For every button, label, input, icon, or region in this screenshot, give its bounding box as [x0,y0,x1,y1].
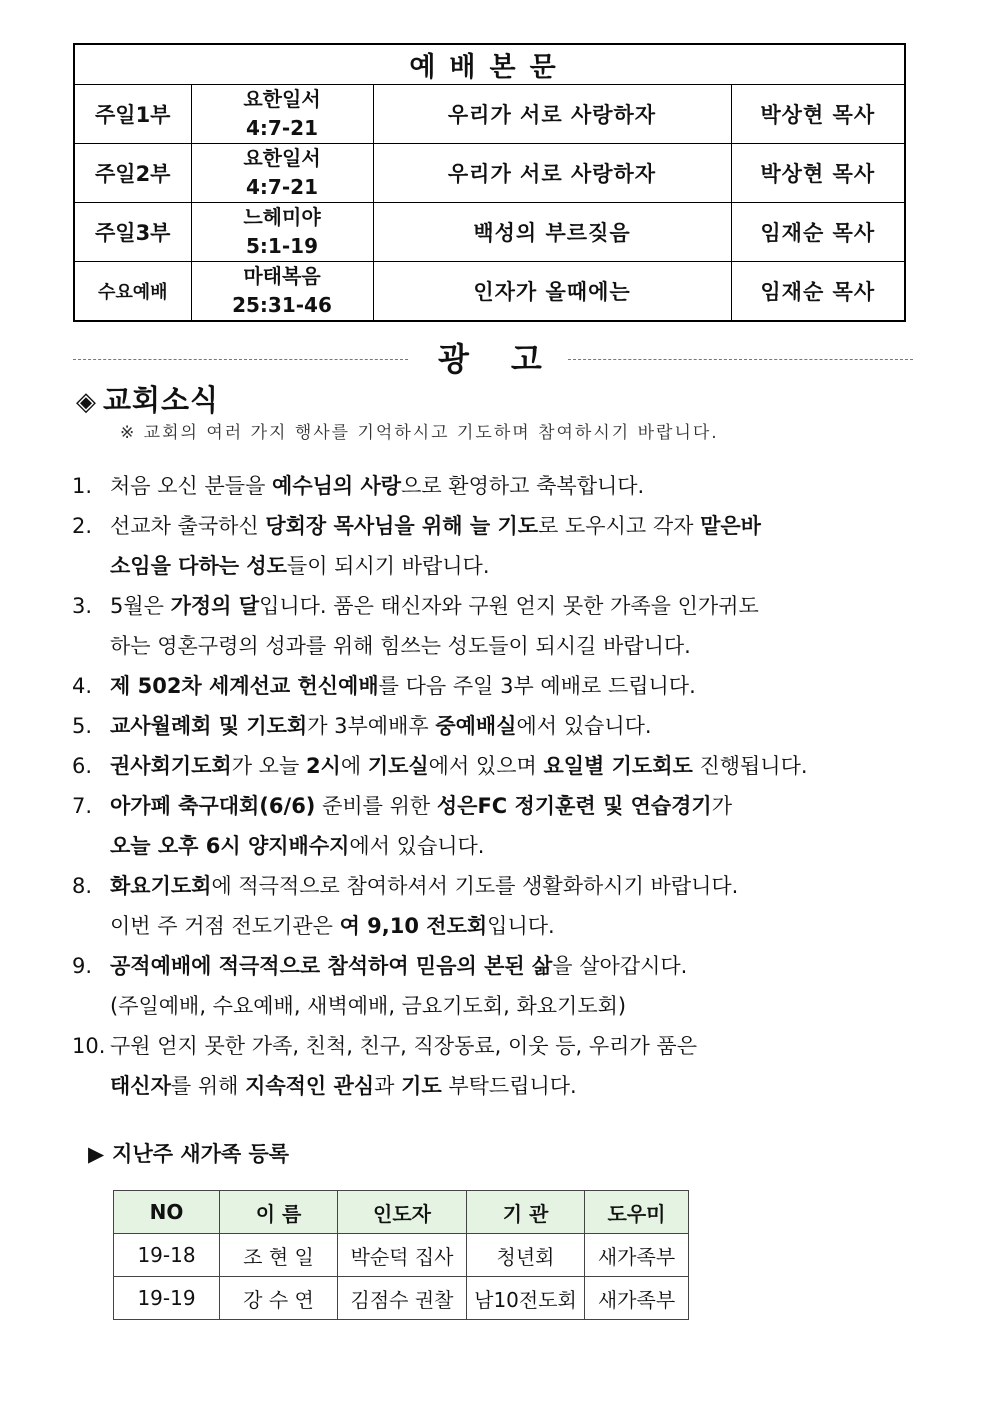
scripture-ref [191,144,373,203]
emphasis-text: 중예배실 [435,714,517,738]
announcement-line [110,466,932,506]
sermon-title: 우리가 서로 사랑하자 [373,144,731,203]
announcement-item [72,586,932,666]
col-header-guide: 인도자 [338,1191,467,1234]
emphasis-text: 태신자 [110,1074,171,1098]
col-header-group: 기 관 [467,1191,585,1234]
cell-no: 19-18 [114,1234,220,1277]
cell-guide: 김점수 권찰 [338,1277,467,1320]
announcement-item [72,746,932,786]
table-row [114,1234,689,1277]
scripture-book: 마태복음 [243,264,321,288]
emphasis-text: 가정의 달 [170,594,260,618]
plain-text: 에서 있습니다. [349,834,485,858]
plain-text: 에서 있습니다. [516,714,652,738]
cell-group: 남10전도회 [467,1277,585,1320]
emphasis-text: 당회장 목사님을 위해 늘 기도 [265,514,539,538]
triangle-bullet-icon: ▶ [88,1142,105,1166]
table-row [114,1277,689,1320]
worship-row [74,262,905,322]
col-header-no: NO [114,1191,220,1234]
announcement-item [72,786,932,866]
cell-helper: 새가족부 [585,1234,689,1277]
announcement-number: 2. [72,514,93,538]
plain-text: 에서 있으며 [428,754,544,778]
sermon-title: 백성의 부르짖음 [373,203,731,262]
announcement-text [72,946,932,1026]
table-header-row [114,1191,689,1234]
plain-text: 하는 영혼구령의 성과를 위해 힘쓰는 성도들이 되시길 바랍니다. [110,634,691,658]
announcement-line [110,826,932,866]
announcement-number: 9. [72,954,93,978]
emphasis-text: 소임을 다하는 성도 [110,554,287,578]
cell-group: 청년회 [467,1234,585,1277]
worship-table-title: 예배본문 [74,44,905,85]
plain-text: 에 적극적으로 참여하셔서 기도를 생활화하시기 바랍니다. [211,874,739,898]
plain-text: 부탁드립니다. [441,1074,577,1098]
worship-row [74,203,905,262]
service-name: 주일2부 [74,144,191,203]
new-family-title: 지난주 새가족 등록 [112,1142,290,1166]
plain-text: 을 살아갑시다. [552,954,688,978]
announcement-text [72,466,932,506]
plain-text: 5월은 [110,594,171,618]
cell-name: 강 수 연 [220,1277,338,1320]
announcement-text [72,506,932,586]
scripture-verse: 4:7-21 [246,116,318,140]
announcement-line [110,706,932,746]
announcement-line [110,666,932,706]
emphasis-text: 기도 [401,1074,442,1098]
plain-text: 에 [340,754,368,778]
plain-text: 진행됩니다. [692,754,808,778]
service-name: 수요예배 [74,262,191,322]
emphasis-text: 오늘 오후 6시 양지배수지 [110,834,350,858]
emphasis-text: 요일별 기도회도 [543,754,693,778]
announcement-line [110,866,932,906]
worship-row [74,144,905,203]
announcement-list [72,466,932,1106]
pastor-name: 임재순 목사 [731,203,905,262]
pastor-name: 박상현 목사 [731,144,905,203]
plain-text: 구원 얻지 못한 가족, 친척, 친구, 직장동료, 이웃 등, 우리가 품은 [110,1034,697,1058]
church-news-note: ※ 교회의 여러 가지 행사를 기억하시고 기도하며 참여하시기 바랍니다. [120,423,719,443]
service-name: 주일3부 [74,203,191,262]
plain-text: 으로 환영하고 축복합니다. [401,474,645,498]
announcement-line [110,1026,932,1066]
announcements-divider [73,338,913,378]
new-family-heading [88,1138,289,1168]
cell-helper: 새가족부 [585,1277,689,1320]
plain-text: 과 [374,1074,402,1098]
announcement-number: 7. [72,794,93,818]
plain-text: (주일예배, 수요예배, 새벽예배, 금요기도회, 화요기도회) [110,994,627,1018]
announcement-item [72,666,932,706]
cell-name: 조 현 일 [220,1234,338,1277]
sermon-title: 우리가 서로 사랑하자 [373,85,731,144]
col-header-name: 이 름 [220,1191,338,1234]
announcement-item [72,466,932,506]
sermon-title: 인자가 올때에는 [373,262,731,322]
scripture-ref [191,262,373,322]
divider-line-right [568,359,913,360]
emphasis-text: 여 9,10 전도회 [339,914,488,938]
announcement-number: 10. [72,1034,106,1058]
new-family-table [113,1190,689,1320]
announcement-number: 6. [72,754,93,778]
plain-text: 를 다음 주일 3부 예배로 드립니다. [378,674,696,698]
emphasis-text: 지속적인 관심 [245,1074,375,1098]
scripture-book: 느헤미야 [243,205,321,229]
plain-text: 들이 되시기 바랍니다. [286,554,490,578]
announcement-line [110,946,932,986]
announcement-item [72,1026,932,1106]
service-name: 주일1부 [74,85,191,144]
announcement-number: 4. [72,674,93,698]
announcement-line [110,986,932,1026]
emphasis-text: 권사회기도회 [110,754,232,778]
announcement-item [72,706,932,746]
announcement-line [110,1066,932,1106]
emphasis-text: 성은FC 정기훈련 및 연습경기 [436,794,712,818]
plain-text: 가 [711,794,733,818]
announcement-line [110,506,932,546]
emphasis-text: 맡은바 [700,514,761,538]
announcement-item [72,866,932,946]
announcement-text [72,666,932,706]
church-news-heading [76,378,219,419]
scripture-verse: 25:31-46 [232,293,332,317]
emphasis-text: 교사월례회 및 기도회 [110,714,308,738]
plain-text: 로 도우시고 각자 [538,514,701,538]
emphasis-text: 기도실 [367,754,429,778]
announcement-line [110,906,932,946]
plain-text: 가 오늘 [231,754,306,778]
announcement-text [72,746,932,786]
emphasis-text: 예수님의 사랑 [272,474,402,498]
pastor-name: 박상현 목사 [731,85,905,144]
announcement-text [72,866,932,946]
announcement-item [72,946,932,1026]
announcement-text [72,786,932,866]
plain-text: 가 3부예배후 [307,714,436,738]
scripture-ref [191,85,373,144]
cell-no: 19-19 [114,1277,220,1320]
plain-text: 입니다. 품은 태신자와 구원 얻지 못한 가족을 인가귀도 [259,594,759,618]
announcement-number: 8. [72,874,93,898]
announcement-number: 3. [72,594,93,618]
scripture-ref [191,203,373,262]
divider-line-left [73,359,408,360]
scripture-verse: 4:7-21 [246,175,318,199]
emphasis-text: 화요기도회 [110,874,212,898]
emphasis-text: 공적예배에 적극적으로 참석하여 믿음의 본된 삶 [110,954,553,978]
emphasis-text: 제 502차 세계선교 헌신예배 [110,674,379,698]
worship-text-table [73,43,906,322]
emphasis-text: 아가페 축구대회(6/6) [110,794,316,818]
announcement-text [72,586,932,666]
announcement-number: 1. [72,474,93,498]
plain-text: 입니다. [487,914,555,938]
announcement-line [110,586,932,626]
cell-guide: 박순덕 집사 [338,1234,467,1277]
plain-text: 선교차 출국하신 [110,514,266,538]
pastor-name: 임재순 목사 [731,262,905,322]
plain-text: 처음 오신 분들을 [110,474,273,498]
announcement-line [110,746,932,786]
col-header-helper: 도우미 [585,1191,689,1234]
announcement-text [72,1026,932,1106]
scripture-verse: 5:1-19 [246,234,318,258]
church-news-title: 교회소식 [103,383,220,417]
announcement-line [110,626,932,666]
announcement-line [110,546,932,586]
scripture-book: 요한일서 [243,87,321,111]
plain-text: 준비를 위한 [315,794,437,818]
announcements-title: 광고 [438,340,584,378]
announcement-text [72,706,932,746]
scripture-book: 요한일서 [243,146,321,170]
plain-text: 이번 주 거점 전도기관은 [110,914,340,938]
announcement-item [72,506,932,586]
plain-text: 를 위해 [170,1074,246,1098]
worship-row [74,85,905,144]
announcement-number: 5. [72,714,93,738]
emphasis-text: 2시 [305,754,341,778]
announcement-line [110,786,932,826]
diamond-bullet-icon: ◈ [76,387,97,417]
